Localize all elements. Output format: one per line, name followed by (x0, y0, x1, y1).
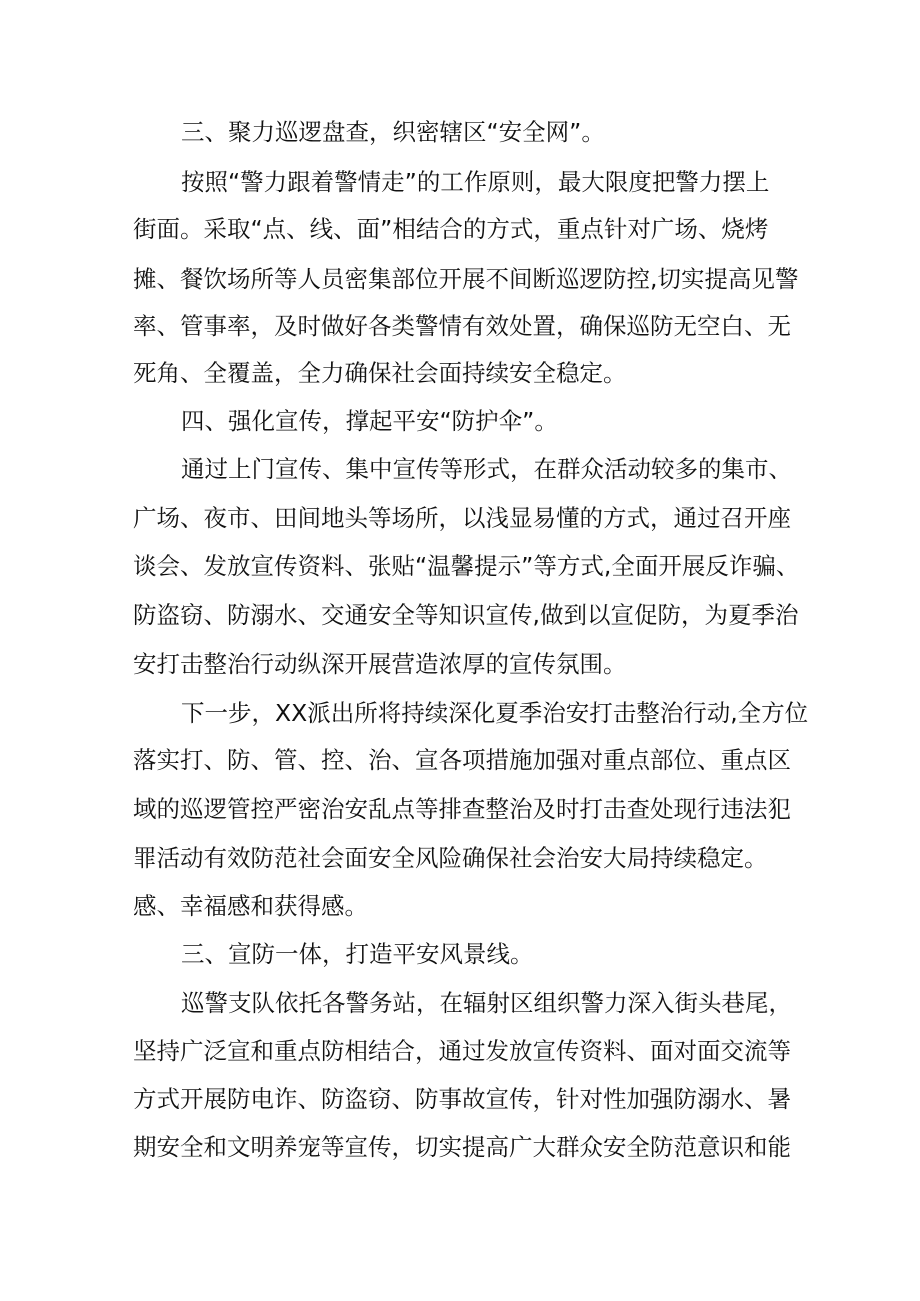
paragraph-line: 域的巡逻管控严密治安乱点等排查整治及时打击查处现行违法犯 (133, 795, 791, 823)
paragraph-line: 摊、餐饮场所等人员密集部位开展不间断巡逻防控,切实提高见警 (133, 265, 799, 293)
paragraph-line: 死角、全覆盖，全力确保社会面持续安全稳定。 (133, 359, 627, 387)
paragraph-line: 下一步，XX派出所将持续深化夏季治安打击整治行动,全方位 (181, 699, 809, 727)
paragraph-line: 谈会、发放宣传资料、张贴“温馨提示”等方式,全面开展反诈骗、 (133, 552, 800, 580)
paragraph-line: 街面。采取“点、线、面”相结合的方式，重点针对广场、烧烤 (133, 215, 769, 243)
paragraph-line: 方式开展防电诈、防盗窃、防事故宣传，针对性加强防溺水、暑 (133, 1085, 791, 1113)
paragraph-line: 通过上门宣传、集中宣传等形式，在群众活动较多的集市、 (181, 455, 792, 483)
section-heading: 三、聚力巡逻盘查，织密辖区“安全网”。 (181, 118, 605, 146)
paragraph-line: 感、幸福感和获得感。 (133, 892, 368, 920)
paragraph-line: 广场、夜市、田间地头等场所，以浅显易懂的方式，通过召开座 (133, 504, 791, 532)
paragraph-line: 安打击整治行动纵深开展营造浓厚的宣传氛围。 (133, 650, 627, 678)
paragraph-line: 防盗窃、防溺水、交通安全等知识宣传,做到以宣促防，为夏季治 (133, 601, 799, 629)
section-heading: 四、强化宣传，撑起平安“防护伞”。 (181, 407, 558, 435)
paragraph-line: 按照“警力跟着警情走”的工作原则，最大限度把警力摆上 (181, 168, 770, 196)
paragraph-line: 落实打、防、管、控、治、宣各项措施加强对重点部位、重点区 (133, 746, 791, 774)
paragraph-line: 期安全和文明养宠等宣传，切实提高广大群众安全防范意识和能 (133, 1133, 791, 1161)
paragraph-line: 坚持广泛宣和重点防相结合，通过发放宣传资料、面对面交流等 (133, 1037, 791, 1065)
paragraph-line: 巡警支队依托各警务站，在辐射区组织警力深入街头巷尾， (181, 989, 792, 1017)
paragraph-line: 率、管事率，及时做好各类警情有效处置，确保巡防无空白、无 (133, 312, 791, 340)
section-heading: 三、宣防一体，打造平安风景线。 (181, 940, 534, 968)
paragraph-line: 罪活动有效防范社会面安全风险确保社会治安大局持续稳定。 (133, 844, 768, 872)
